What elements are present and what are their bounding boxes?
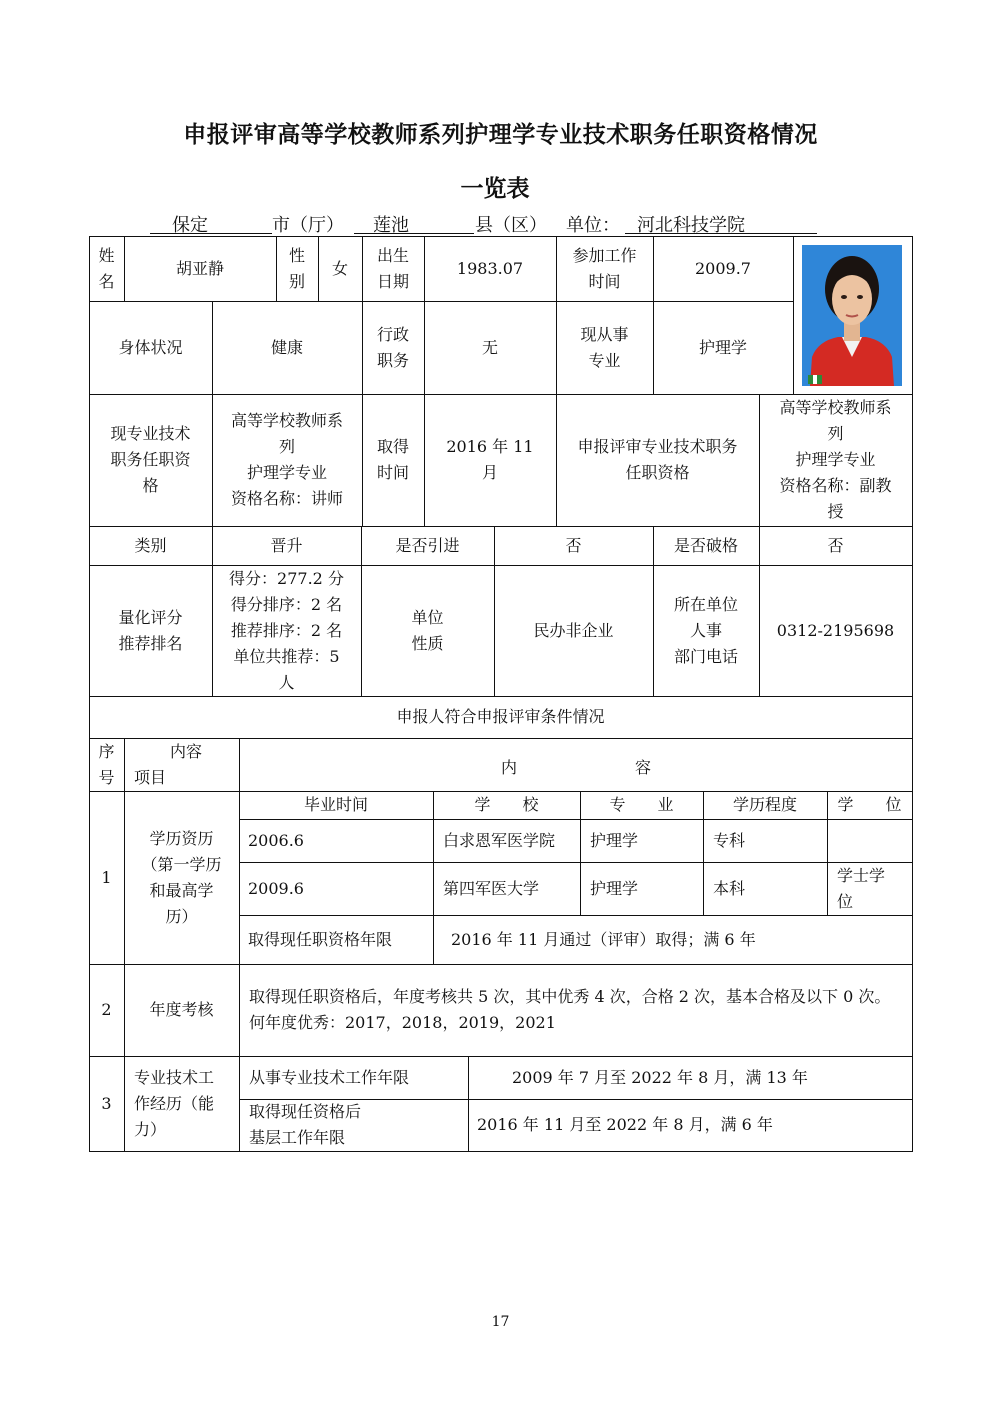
- portrait-illustration: [802, 245, 902, 386]
- qual-years-label: 取得现任职资格年限: [248, 929, 393, 949]
- admin-position-value: 无: [481, 337, 498, 357]
- obtain-time-value: 2016 年 11 月: [446, 437, 534, 482]
- document-subtitle: 一览表: [460, 176, 530, 202]
- gender-label: 性 别: [288, 245, 305, 291]
- grassroots-years-value: 2016 年 11 月至 2022 年 8 月，满 6 年: [477, 1115, 773, 1134]
- unit-value: 河北科技学院: [637, 215, 745, 236]
- score-label: 量化评分 推荐排名: [118, 607, 183, 653]
- seq-header: 序 号: [98, 741, 115, 787]
- admin-position-label: 行政 职务: [376, 324, 409, 370]
- birth-label: 出生 日期: [376, 245, 409, 291]
- edu-header-major: 专 业: [609, 795, 674, 814]
- edu-row2-level: 本科: [713, 878, 746, 898]
- city-suffix: 市（厅）: [272, 215, 344, 236]
- document-title: 申报评审高等学校教师系列护理学专业技术职务任职资格情况: [183, 122, 818, 148]
- content-header-b: 容: [635, 758, 652, 777]
- health-label: 身体状况: [118, 337, 183, 357]
- edu-row1-major: 护理学: [590, 830, 639, 850]
- birth-value: 1983.07: [456, 258, 524, 278]
- applicant-photo: [802, 245, 902, 386]
- edu-row2-degree: 学士学 位: [837, 865, 886, 911]
- name-value: 胡亚静: [175, 258, 224, 278]
- item1-label: 学历资历 （第一学历 和最高学 历）: [141, 828, 222, 926]
- item3-label: 专业技术工 作经历（能 力）: [134, 1067, 215, 1139]
- hr-phone-label: 所在单位 人事 部门电话: [673, 594, 738, 666]
- item-header-content: 内容: [170, 742, 203, 761]
- item3-seq: 3: [101, 1093, 112, 1113]
- hr-phone-value: 0312-2195698: [776, 620, 895, 640]
- item2-seq: 2: [101, 1000, 112, 1019]
- name-label: 姓 名: [98, 245, 115, 291]
- work-years-label: 从事专业技术工作年限: [249, 1067, 410, 1087]
- item2-label: 年度考核: [149, 1000, 214, 1019]
- edu-row2-major: 护理学: [590, 878, 639, 898]
- work-start-value: 2009.7: [695, 258, 751, 278]
- page-number: 17: [491, 1314, 510, 1330]
- edu-header-level: 学历程度: [732, 795, 797, 814]
- annual-review-text: 取得现任职资格后，年度考核共 5 次，其中优秀 4 次，合格 2 次，基本合格及以下 0 次。何年度优秀：2017，2018，2019，2021: [249, 987, 891, 1032]
- county-value: 莲池: [373, 215, 409, 236]
- exception-value: 否: [827, 535, 844, 555]
- unit-label: 单位：: [566, 215, 620, 236]
- item-header: [124, 738, 239, 791]
- county-underline: [354, 233, 474, 234]
- apply-qualification-value: 高等学校教师系 列 护理学专业 资格名称：副教 授: [779, 398, 892, 521]
- unit-nature-value: 民办非企业: [533, 620, 614, 640]
- content-header-a: 内: [501, 758, 518, 777]
- gender-value: 女: [331, 258, 348, 278]
- conditions-section-title: 申报人符合申报评审条件情况: [396, 707, 605, 726]
- obtain-time-label: 取得 时间: [376, 437, 409, 482]
- edu-row1-degree: [827, 819, 912, 862]
- import-value: 否: [565, 535, 582, 555]
- edu-row2-time: 2009.6: [248, 878, 304, 898]
- type-value: 晋升: [270, 535, 303, 555]
- item-header-item: 项目: [134, 768, 167, 787]
- edu-row1-time: 2006.6: [248, 830, 304, 850]
- edu-header-school: 学 校: [474, 795, 539, 814]
- county-suffix: 县（区）: [475, 215, 547, 236]
- edu-row1-level: 专科: [713, 830, 746, 850]
- content-header: [239, 738, 912, 791]
- exception-label: 是否破格: [673, 535, 738, 555]
- unit-underline: [625, 233, 817, 234]
- current-qualification-value: 高等学校教师系 列 护理学专业 资格名称：讲师: [230, 411, 343, 508]
- import-label: 是否引进: [395, 535, 460, 555]
- current-major-label: 现从事 专业: [580, 324, 629, 370]
- type-label: 类别: [134, 535, 167, 555]
- edu-header-degree: 学 位: [837, 795, 902, 814]
- apply-qualification-label: 申报评审专业技术职务 任职资格: [577, 437, 738, 482]
- score-value: 得分：277.2 分 得分排序：2 名 推荐排序：2 名 单位共推荐：5 人: [229, 568, 344, 692]
- grassroots-years-label: 取得现任资格后 基层工作年限: [249, 1102, 362, 1147]
- edu-row2-school: 第四军医大学: [443, 878, 540, 898]
- unit-nature-label: 单位 性质: [411, 607, 444, 653]
- edu-header-grad-time: 毕业时间: [303, 795, 368, 814]
- edu-row1-school: 白求恩军医学院: [443, 830, 556, 850]
- work-start-label: 参加工作 时间: [572, 245, 637, 291]
- city-underline: [150, 233, 272, 234]
- work-years-value: 2009 年 7 月至 2022 年 8 月，满 13 年: [512, 1067, 808, 1087]
- item1-seq: 1: [101, 867, 112, 887]
- current-major-value: 护理学: [698, 337, 747, 357]
- qual-years-value: 2016 年 11 月通过（评审）取得；满 6 年: [451, 929, 756, 949]
- health-value: 健康: [270, 337, 303, 357]
- city-value: 保定: [172, 215, 208, 236]
- current-qualification-label: 现专业技术 职务任职资 格: [110, 424, 191, 495]
